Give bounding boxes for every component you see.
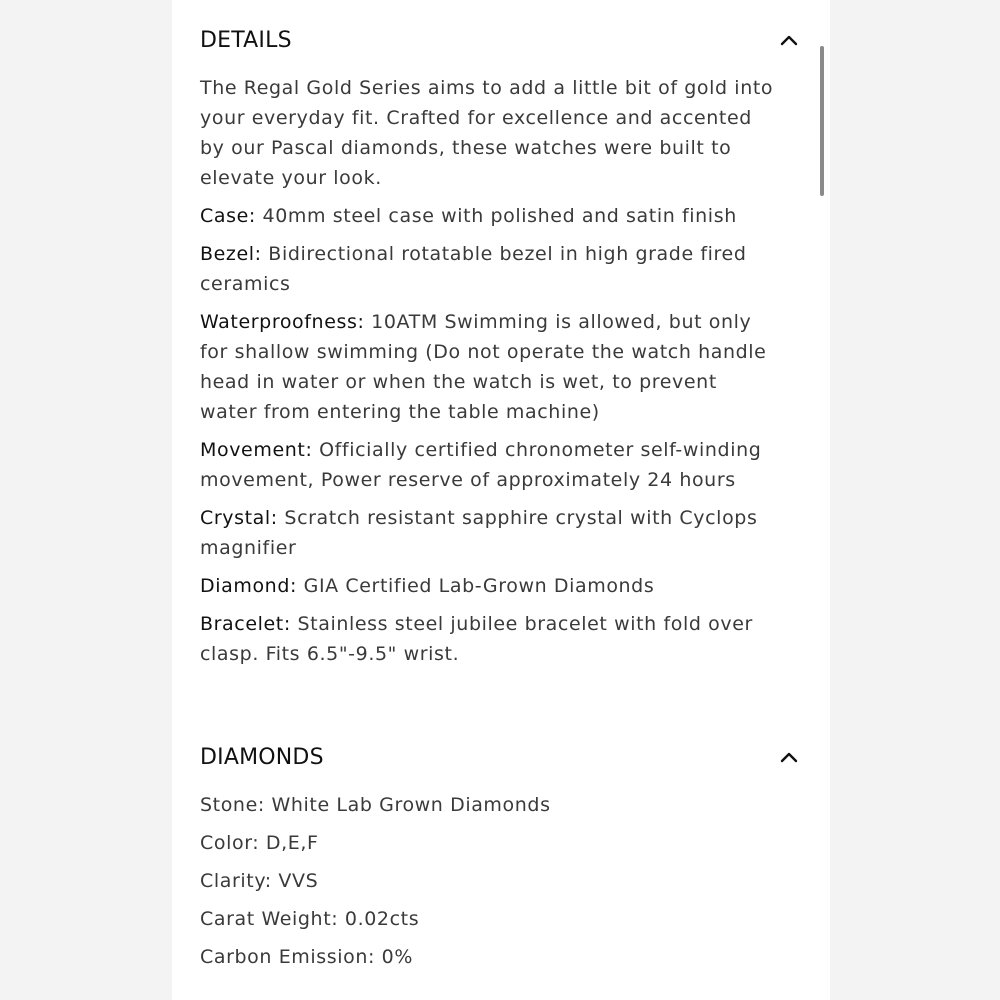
details-content	[200, 73, 780, 677]
details-intro: The Regal Gold Series aims to add a little bit of gold into your everyday fit. Crafted for excellence and accented by our Pascal diamonds, these watches were built to elevate your look.	[200, 77, 774, 189]
spec-label: Crystal:	[200, 507, 278, 529]
diamond-color: Color: D,E,F	[200, 832, 319, 854]
chevron-up-icon[interactable]	[778, 746, 800, 768]
spec-label: Bracelet:	[200, 613, 291, 635]
spec-value: Scratch resistant sapphire crystal with Cyclops magnifier	[200, 507, 758, 559]
diamond-stone: Stone: White Lab Grown Diamonds	[200, 794, 551, 816]
spec-waterproofness	[200, 307, 780, 427]
spec-bracelet	[200, 609, 780, 669]
chevron-up-icon[interactable]	[778, 29, 800, 51]
spec-bezel	[200, 239, 780, 299]
spec-value: 40mm steel case with polished and satin finish	[255, 205, 737, 227]
diamonds-title: DIAMONDS	[200, 744, 324, 770]
spec-label: Diamond:	[200, 575, 297, 597]
spec-label: Movement:	[200, 439, 313, 461]
spec-crystal	[200, 503, 780, 563]
spec-label: Waterproofness:	[200, 311, 365, 333]
spec-value: Officially certified chronometer self-winding movement, Power reserve of approximately 24 hours	[200, 439, 762, 491]
spec-movement	[200, 435, 780, 495]
diamond-clarity: Clarity: VVS	[200, 870, 319, 892]
spec-label: Case:	[200, 205, 256, 227]
spec-label: Bezel:	[200, 243, 262, 265]
diamonds-content	[200, 790, 780, 980]
details-title: DETAILS	[200, 27, 292, 53]
product-info-panel	[172, 0, 830, 1000]
spec-value: Stainless steel jubilee bracelet with fold over clasp. Fits 6.5"-9.5" wrist.	[200, 613, 753, 665]
spec-case	[200, 201, 780, 231]
spec-diamond	[200, 571, 780, 601]
spec-value: 10ATM Swimming is allowed, but only for shallow swimming (Do not operate the watch handle head in water or when the watch is wet, to prevent water from entering the table machine)	[200, 311, 767, 423]
spec-value: GIA Certified Lab-Grown Diamonds	[297, 575, 655, 597]
diamond-carat-weight: Carat Weight: 0.02cts	[200, 908, 420, 930]
spec-value: Bidirectional rotatable bezel in high grade fired ceramics	[200, 243, 747, 295]
diamonds-section-header[interactable]	[200, 737, 800, 777]
details-section-header[interactable]	[200, 20, 800, 60]
scrollbar[interactable]	[820, 46, 824, 196]
diamond-carbon-emission: Carbon Emission: 0%	[200, 946, 414, 968]
